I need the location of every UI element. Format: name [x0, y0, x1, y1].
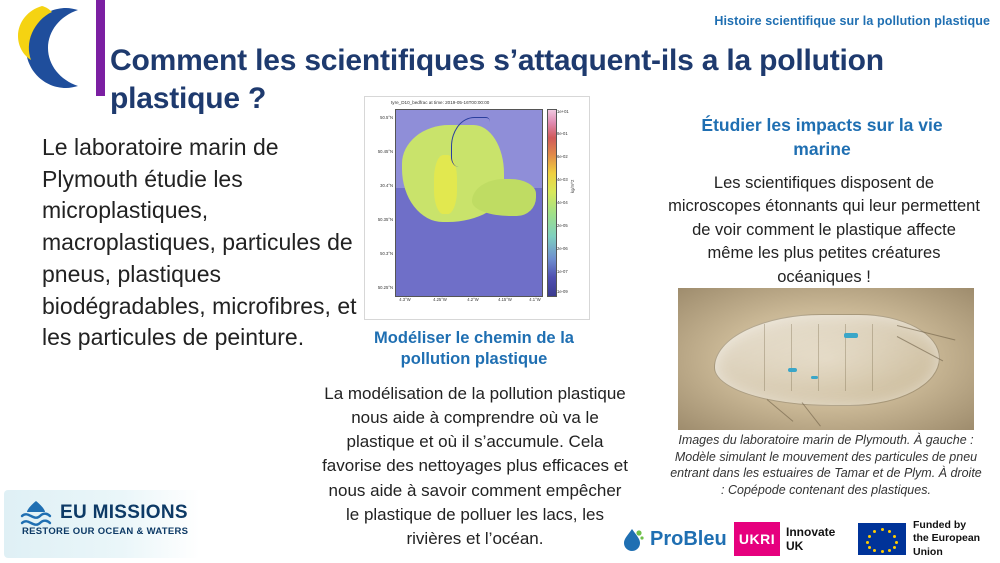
chart-x-tick: 4.2°W: [467, 297, 479, 302]
chart-river-trace: [451, 117, 490, 166]
chart-plot-area: [395, 109, 543, 297]
chart-land-region-east: [472, 179, 536, 216]
innovate-line2: UK: [786, 538, 804, 553]
running-title: Histoire scientifique sur la pollution plastique: [714, 14, 990, 28]
purple-accent-bar: [96, 0, 105, 96]
chart-y-axis-labels: [366, 109, 394, 295]
chart-x-tick: 4.15°W: [498, 297, 512, 302]
colorbar-tick: 4e-04: [557, 200, 568, 205]
ukri-logo: UKRI: [734, 522, 780, 556]
chart-x-tick: 4.1°W: [529, 297, 541, 302]
eu-missions-badge: [4, 490, 200, 558]
chart-title: tyre_D10_bedfrac at time: 2019-05-16T00:00:00: [391, 100, 490, 105]
eu-missions-moon-logo: [8, 0, 104, 96]
chart-y-tick: 50.3°N: [380, 251, 393, 256]
colorbar-tick: 8e-01: [557, 131, 568, 136]
chart-y-tick: 30.4°N: [380, 183, 393, 188]
eu-funded-text: [913, 519, 990, 558]
middle-column-caption: Modéliser le chemin de la pollution plastique: [374, 329, 574, 369]
plastic-particle-marker: [844, 333, 858, 338]
colorbar-unit-label: kg/m^2: [570, 179, 575, 193]
middle-column-body: La modélisation de la pollution plastique nous aide à comprendre où va le plastique et où il s’accumule. Cela favorise des nettoyages plus efficaces et nous aide à savoir comment empêcher le plastique de polluer les lacs, les rivières et l’océan.: [322, 384, 628, 548]
chart-y-tick: 50.35°N: [377, 217, 393, 222]
colorbar-tick: 4e-03: [557, 177, 568, 182]
droplet-icon: [620, 527, 644, 551]
eu-flag-icon: [858, 523, 906, 555]
colorbar-tick: 6e-02: [557, 154, 568, 159]
page-title: Comment les scientifiques s’attaquent-ils a la pollution plastique ?: [110, 44, 884, 116]
colorbar-tick: 2e-06: [557, 246, 568, 251]
chart-y-tick: 50.25°N: [377, 285, 393, 290]
eu-missions-subtitle: RESTORE OUR OCEAN & WATERS: [22, 526, 189, 537]
plastic-particle-marker: [811, 376, 818, 379]
eu-funded-line2: the European Union: [913, 532, 981, 558]
chart-y-tick: 50.45°N: [377, 149, 393, 154]
model-map-figure: [364, 96, 590, 320]
probleu-logo: [618, 524, 728, 556]
chart-colorbar-labels: [556, 109, 586, 295]
colorbar-tick: 1e-09: [557, 289, 568, 294]
eu-funded-line1: Funded by: [913, 519, 967, 532]
right-column-heading: Étudier les impacts sur la vie marine: [701, 115, 943, 159]
innovate-line1: Innovate: [786, 525, 836, 539]
right-column-body: Les scientifiques disposent de microscopes étonnants qui leur permettent de voir comment le plastique affecte même les plus petites créatures océaniques !: [668, 174, 980, 286]
copepod-microscope-photo: [678, 288, 974, 430]
chart-y-tick: 50.5°N: [380, 115, 393, 120]
innovate-uk-logo: [786, 526, 835, 554]
chart-x-tick: 4.3°W: [399, 297, 411, 302]
photo-caption: Images du laboratoire marin de Plymouth. À gauche : Modèle simulant le mouvement des particules de pneu entrant dans les estuaires de Tamar et de Plym. À droite : Copépode contenant des plastiques.: [670, 433, 982, 497]
wave-icon: [20, 498, 52, 528]
probleu-label: ProBleu: [650, 528, 727, 550]
left-column-body: Le laboratoire marin de Plymouth étudie les microplastiques, macroplastiques, particules de pneus, plastiques biodégradables, microfibres, et les particules de peinture.: [42, 134, 357, 351]
eu-funded-logo: [858, 519, 990, 558]
plastic-particle-marker: [788, 368, 797, 372]
chart-x-tick: 4.25°W: [433, 297, 447, 302]
colorbar-tick: 1e+01: [557, 109, 569, 114]
colorbar-tick: 2e-05: [557, 223, 568, 228]
eu-missions-title: EU MISSIONS: [60, 502, 188, 523]
colorbar-tick: 1e-07: [557, 269, 568, 274]
